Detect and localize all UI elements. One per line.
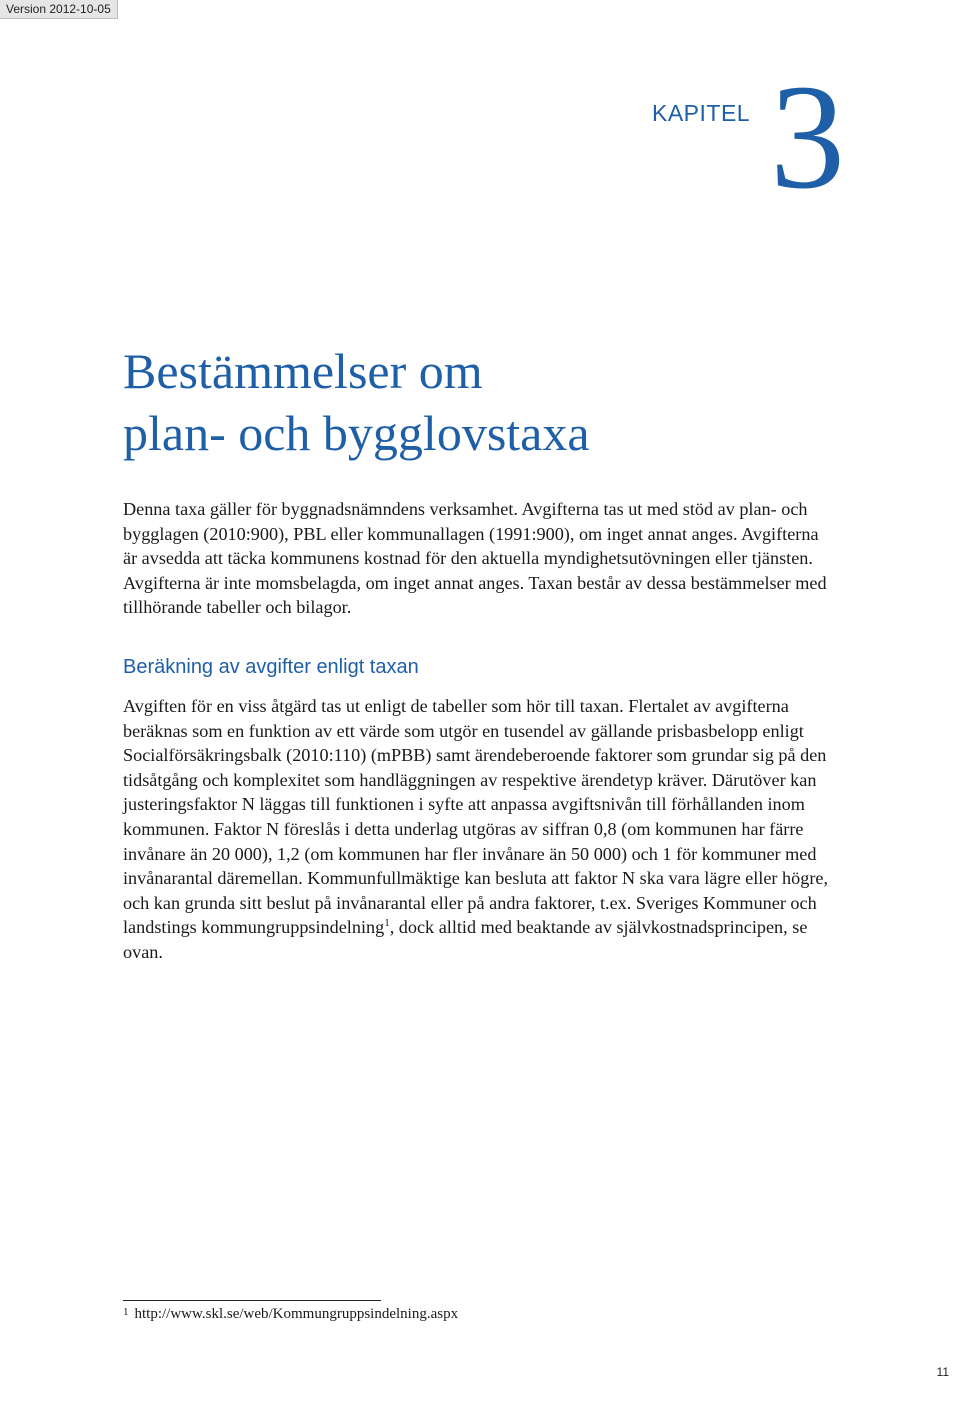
intro-paragraph — [123, 497, 960, 620]
intro-line: är avsedda att täcka kommunens kostnad för den aktuella myndighetsutövningen eller tjänsten. — [123, 548, 813, 569]
section-paragraph — [123, 694, 960, 965]
footnote-divider — [123, 1300, 381, 1301]
footnote-link[interactable]: http://www.skl.se/web/Kommungruppsindelning.aspx — [134, 1306, 459, 1322]
page-title — [123, 340, 590, 464]
body-line: justeringsfaktor N läggas till funktionen i syfte att anpassa avgiftsnivån till förhållanden inom — [123, 794, 805, 815]
body-line: tidsåtgång och komplexitet som handläggningen av respektive ärendetyp kräver. Därutöver kan — [123, 769, 817, 790]
body-line: Socialförsäkringsbalk (2010:110) (mPBB) samt ärendeberoende faktorer som grundar sig på den — [123, 745, 827, 766]
footnote — [123, 1306, 458, 1323]
title-line-1: Bestämmelser om — [123, 343, 483, 399]
intro-line: bygglagen (2010:900), PBL eller kommunallagen (1991:900), om inget annat anges. Avgifterna — [123, 523, 819, 544]
body-line-part: , dock alltid med beaktande av självkostnadsprincipen, se — [389, 917, 808, 938]
chapter-label: KAPITEL — [652, 100, 751, 126]
body-line: invånarantal däremellan. Kommunfullmäktige kan besluta att faktor N ska vara lägre eller högre, — [123, 868, 828, 889]
body-line: beräknas som en funktion av ett värde som utgör en tusendel av gällande prisbasbelopp enligt — [123, 720, 804, 741]
intro-line: Denna taxa gäller för byggnadsnämndens verksamhet. Avgifterna tas ut med stöd av plan- och — [123, 499, 808, 519]
intro-line: tillhörande tabeller och bilagor. — [123, 597, 352, 618]
body-line: och kan grunda sitt beslut på invånarantal eller på andra faktorer, t.ex. Sveriges Kommuner och — [123, 892, 817, 913]
footnote-reference[interactable]: 1 — [384, 917, 390, 930]
body-line: Avgiften för en viss åtgärd tas ut enligt de tabeller som hör till taxan. Flertalet av avgifterna — [123, 696, 789, 716]
body-line-part: landstings kommungruppsindelning — [123, 917, 385, 938]
footnote-mark: 1 — [123, 1306, 129, 1318]
body-line: kommunen. Faktor N föreslås i detta underlag utgöras av siffran 0,8 (om kommunen har färre — [123, 818, 804, 839]
body-line-with-footnote — [123, 915, 960, 940]
page-number: 11 — [936, 1365, 949, 1379]
section-heading: Beräkning av avgifter enligt taxan — [123, 656, 419, 678]
body-line: invånare än 20 000), 1,2 (om kommunen har fler invånare än 50 000) och 1 för kommuner med — [123, 843, 817, 864]
version-tag: Version 2012-10-05 — [0, 0, 118, 19]
title-line-2: plan- och bygglovstaxa — [123, 405, 590, 461]
chapter-number: 3 — [770, 54, 845, 220]
body-line: ovan. — [123, 941, 163, 962]
intro-line: Avgifterna är inte momsbelagda, om inget annat anges. Taxan består av dessa bestämmelser med — [123, 572, 827, 593]
